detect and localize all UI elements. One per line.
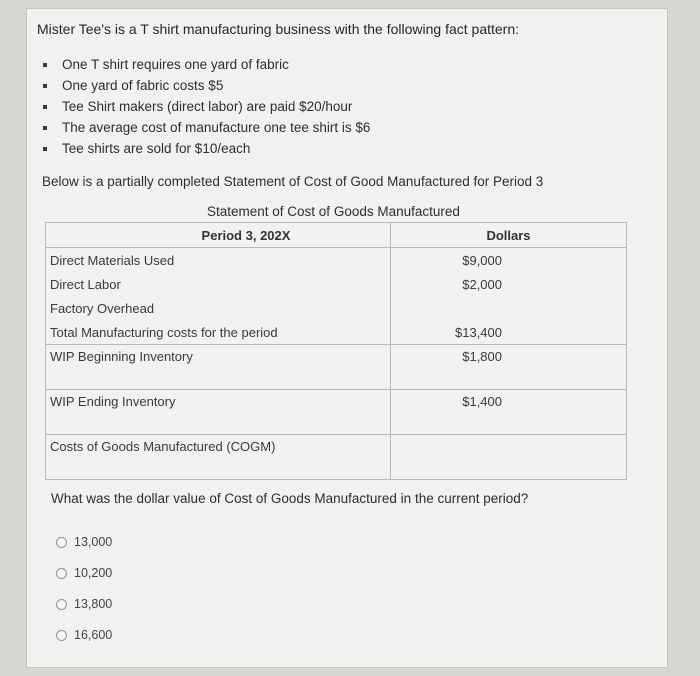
spacer-cell	[46, 457, 391, 480]
radio-button-icon[interactable]	[56, 537, 67, 548]
row-value	[391, 296, 627, 320]
row-value: $1,800	[391, 345, 627, 368]
bullet-icon	[43, 105, 47, 109]
table-row-spacer	[46, 457, 627, 480]
table-row	[46, 390, 627, 413]
spacer-cell	[391, 367, 627, 390]
radio-button-icon[interactable]	[56, 599, 67, 610]
statement-title: Statement of Cost of Goods Manufactured	[207, 204, 460, 219]
fact-item	[40, 138, 370, 159]
bullet-icon	[43, 84, 47, 88]
fact-text: One yard of fabric costs $5	[62, 78, 224, 93]
bullet-icon	[43, 126, 47, 130]
fact-item	[40, 54, 370, 75]
answer-option[interactable]	[56, 535, 112, 549]
table-row	[46, 435, 627, 458]
table-row	[46, 296, 627, 320]
row-label: WIP Ending Inventory	[46, 390, 391, 413]
row-label: WIP Beginning Inventory	[46, 345, 391, 368]
row-label: Costs of Goods Manufactured (COGM)	[46, 435, 391, 458]
spacer-cell	[46, 412, 391, 435]
intro-text: Mister Tee's is a T shirt manufacturing business with the following fact pattern:	[37, 21, 520, 37]
spacer-cell	[391, 457, 627, 480]
answer-option[interactable]	[56, 597, 112, 611]
row-label: Factory Overhead	[46, 296, 391, 320]
answer-option[interactable]	[56, 628, 112, 642]
bullet-icon	[43, 63, 47, 67]
row-value: $1,400	[391, 390, 627, 413]
fact-item	[40, 75, 370, 96]
fact-item	[40, 117, 370, 138]
option-label: 13,000	[74, 535, 113, 549]
table-row-spacer	[46, 412, 627, 435]
spacer-cell	[391, 412, 627, 435]
statement-table	[45, 222, 627, 480]
header-period: Period 3, 202X	[46, 223, 391, 248]
header-dollars: Dollars	[391, 223, 627, 248]
table-row	[46, 272, 627, 296]
row-label: Total Manufacturing costs for the period	[46, 320, 391, 345]
statement-intro: Below is a partially completed Statement of Cost of Good Manufactured for Period 3	[42, 174, 544, 189]
row-label: Direct Materials Used	[46, 248, 391, 273]
row-value: $9,000	[391, 248, 627, 273]
spacer-cell	[46, 367, 391, 390]
row-value: $2,000	[391, 272, 627, 296]
fact-item	[40, 96, 370, 117]
table-row	[46, 320, 627, 345]
fact-list	[40, 54, 370, 159]
table-row	[46, 345, 627, 368]
row-value	[391, 435, 627, 458]
radio-button-icon[interactable]	[56, 568, 67, 579]
table-header-row	[46, 223, 627, 248]
bullet-icon	[43, 147, 47, 151]
row-label: Direct Labor	[46, 272, 391, 296]
fact-text: The average cost of manufacture one tee shirt is $6	[62, 120, 371, 135]
answer-option[interactable]	[56, 566, 112, 580]
radio-button-icon[interactable]	[56, 630, 67, 641]
row-value: $13,400	[391, 320, 627, 345]
option-label: 16,600	[74, 628, 113, 642]
fact-text: Tee Shirt makers (direct labor) are paid $20/hour	[62, 99, 353, 114]
option-label: 10,200	[74, 566, 113, 580]
fact-text: One T shirt requires one yard of fabric	[62, 57, 289, 72]
question-text: What was the dollar value of Cost of Goods Manufactured in the current period?	[51, 491, 529, 506]
fact-text: Tee shirts are sold for $10/each	[62, 141, 251, 156]
option-label: 13,800	[74, 597, 113, 611]
table-row	[46, 248, 627, 273]
table-row-spacer	[46, 367, 627, 390]
